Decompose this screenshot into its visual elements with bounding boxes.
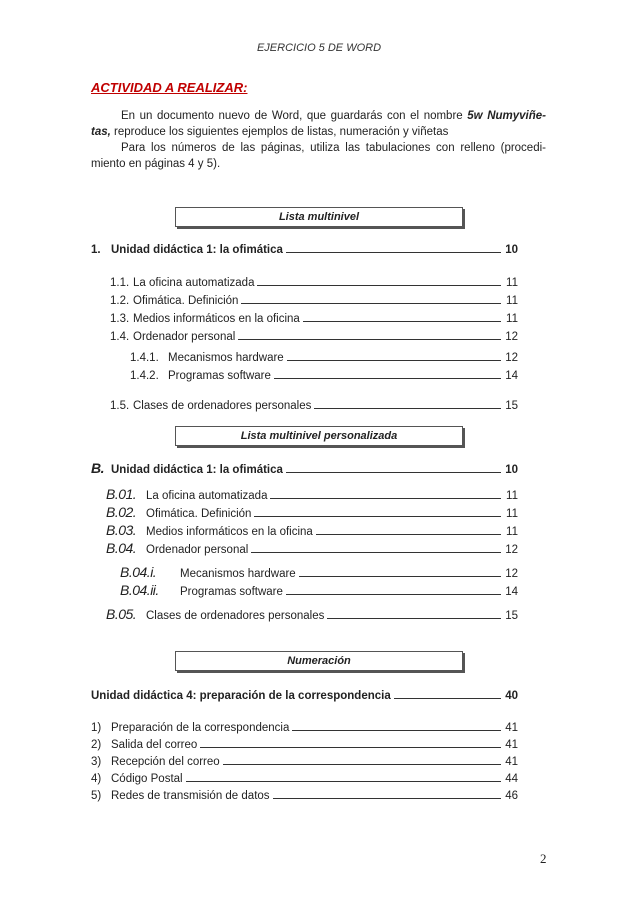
tab-leader (251, 551, 501, 553)
list-item (91, 460, 518, 476)
activity-title: ACTIVIDAD A REALIZAR: (91, 80, 248, 95)
tab-leader (299, 575, 501, 577)
section-heading-custom-multilevel: Lista multinivel personalizada (175, 426, 463, 446)
list-item-page: 40 (505, 690, 518, 702)
list-item (91, 735, 518, 751)
list-item-text: Programas software (180, 586, 283, 598)
list-item (130, 348, 518, 364)
list-item-text: Redes de transmisión de datos (111, 790, 270, 802)
list-item (130, 366, 518, 382)
list-item-number: B.02. (106, 504, 137, 520)
list-item (120, 582, 518, 598)
list-item (91, 769, 518, 785)
list-item (110, 273, 518, 289)
list-item (120, 564, 518, 580)
list-item-text: Mecanismos hardware (180, 568, 296, 580)
tab-leader (327, 617, 501, 619)
list-item-text: Unidad didáctica 4: preparación de la correspondencia (91, 690, 391, 702)
list-item-text: Programas software (168, 370, 271, 382)
list-item-page: 10 (505, 244, 518, 256)
intro-text-c: reproduce los siguientes ejemplos de listas, numeración y viñetas (110, 126, 449, 138)
list-item-number: 1) (91, 722, 102, 734)
list-item (91, 786, 518, 802)
tab-leader (274, 377, 501, 379)
list-item-page: 46 (505, 790, 518, 802)
list-item-page: 41 (505, 722, 518, 734)
list-item-number: 1.5. (110, 400, 130, 412)
list-item-text: La oficina automatizada (146, 490, 268, 502)
tab-leader (286, 471, 501, 473)
list-item-number: B.01. (106, 486, 137, 502)
tab-leader (241, 302, 501, 304)
list-item-text: Salida del correo (111, 739, 198, 751)
list-item-text: Clases de ordenadores personales (146, 610, 325, 622)
list-item-page: 10 (505, 464, 518, 476)
page-number: 2 (540, 851, 547, 866)
list-item-page: 11 (506, 277, 518, 289)
list-item-page: 44 (505, 773, 518, 785)
page-header: EJERCICIO 5 DE WORD (256, 42, 382, 54)
list-item-text: Recepción del correo (111, 756, 220, 768)
list-item-page: 15 (505, 610, 518, 622)
tab-leader (314, 407, 501, 409)
list-item-text: Preparación de la correspondencia (111, 722, 290, 734)
list-item-number: B.04. (106, 540, 137, 556)
list-item-text: Mecanismos hardware (168, 352, 284, 364)
list-item (91, 240, 518, 256)
list-item-page: 12 (505, 331, 518, 343)
list-item (91, 686, 518, 702)
tab-leader (270, 497, 501, 499)
intro-text-a: En un documento nuevo de Word, que guardarás con el nombre (121, 110, 468, 122)
tab-leader (186, 780, 501, 782)
list-item-number: 1.4. (110, 331, 130, 343)
list-item-number: 1.3. (110, 313, 130, 325)
tab-leader (238, 338, 501, 340)
section-heading-multilevel: Lista multinivel (175, 207, 463, 227)
list-item-page: 12 (505, 544, 518, 556)
list-item-text: Ofimática. Definición (146, 508, 252, 520)
tab-leader (316, 533, 501, 535)
intro-text (91, 108, 546, 172)
list-item-number: 2) (91, 739, 102, 751)
list-item-number: 3) (91, 756, 102, 768)
tab-leader (303, 320, 501, 322)
list-item-page: 14 (505, 586, 518, 598)
list-item-text: Código Postal (111, 773, 183, 785)
list-item (110, 396, 518, 412)
list-item-number: 5) (91, 790, 102, 802)
list-item (106, 486, 518, 502)
list-item (91, 718, 518, 734)
list-item-number: 1.4.2. (130, 370, 159, 382)
tab-leader (286, 593, 501, 595)
list-item-text: Medios informáticos en la oficina (133, 313, 300, 325)
list-item-text: Unidad didáctica 1: la ofimática (111, 244, 283, 256)
tab-leader (394, 697, 501, 699)
section-heading-numbering: Numeración (175, 651, 463, 671)
file-name: 5w Numyviñe-tas, (91, 110, 547, 138)
list-item-text: Ordenador personal (133, 331, 236, 343)
list-item (110, 291, 518, 307)
list-item-text: Unidad didáctica 1: la ofimática (111, 464, 283, 476)
list-item (106, 504, 518, 520)
list-item-page: 11 (506, 508, 518, 520)
list-item-number: 1.2. (110, 295, 130, 307)
tab-leader (286, 251, 501, 253)
list-item-page: 11 (506, 490, 518, 502)
list-item-number: 1.1. (110, 277, 130, 289)
list-item-number: B.05. (106, 606, 137, 622)
list-item (91, 752, 518, 768)
list-item-number: 4) (91, 773, 102, 785)
tab-leader (257, 284, 501, 286)
list-item-number: B.03. (106, 522, 137, 538)
list-item (110, 309, 518, 325)
list-item-text: Clases de ordenadores personales (133, 400, 312, 412)
list-item (106, 606, 518, 622)
intro-paragraph-1 (91, 108, 546, 140)
list-item-text: Medios informáticos en la oficina (146, 526, 313, 538)
list-item-page: 11 (506, 526, 518, 538)
list-item-page: 14 (505, 370, 518, 382)
list-item-number: B.04.i. (120, 564, 157, 580)
tab-leader (200, 746, 501, 748)
tab-leader (273, 797, 501, 799)
list-item-page: 15 (505, 400, 518, 412)
tab-leader (254, 515, 501, 517)
tab-leader (223, 763, 501, 765)
list-item-page: 12 (505, 352, 518, 364)
intro-paragraph-2: Para los números de las páginas, utiliza las tabulaciones con relleno (procedi-miento en páginas 4 y 5). (91, 142, 546, 170)
list-item-page: 11 (506, 295, 518, 307)
list-item-text: La oficina automatizada (133, 277, 255, 289)
list-item-page: 12 (505, 568, 518, 580)
list-item-number: 1. (91, 244, 101, 256)
list-item-number: B. (91, 460, 104, 476)
tab-leader (287, 359, 501, 361)
list-item (106, 540, 518, 556)
list-item-page: 41 (505, 756, 518, 768)
list-item (110, 327, 518, 343)
list-item-text: Ofimática. Definición (133, 295, 239, 307)
list-item (106, 522, 518, 538)
list-item-number: B.04.ii. (120, 582, 159, 598)
list-item-text: Ordenador personal (146, 544, 249, 556)
list-item-page: 11 (506, 313, 518, 325)
list-item-number: 1.4.1. (130, 352, 159, 364)
tab-leader (292, 729, 501, 731)
list-item-page: 41 (505, 739, 518, 751)
